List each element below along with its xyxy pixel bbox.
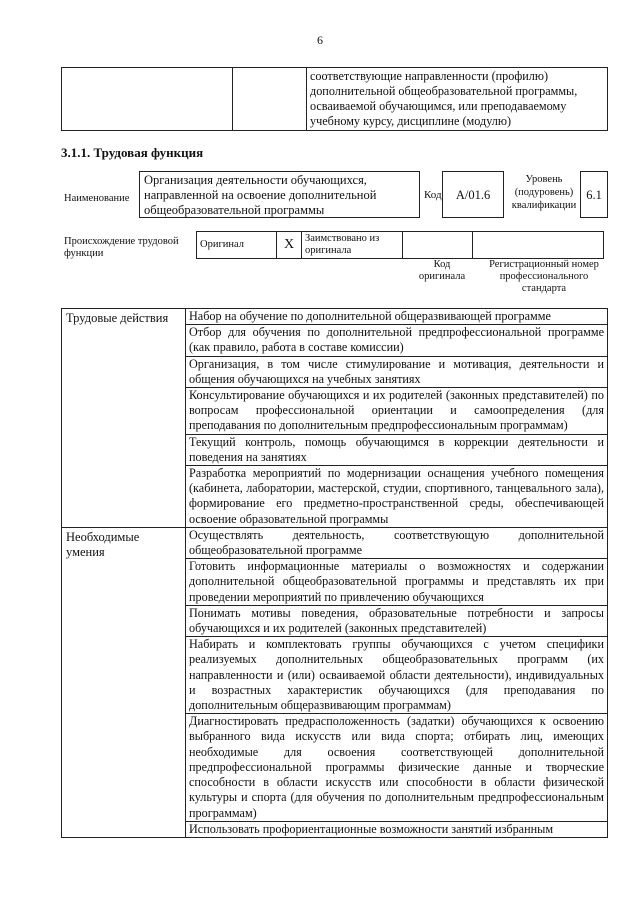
skill-item: Осуществлять деятельность, соответствующую дополнительной общеобразовательной программе (186, 527, 608, 558)
section-title: 3.1.1. Трудовая функция (61, 145, 204, 160)
required-skills-label: Необходимые умения (62, 527, 186, 837)
level-label: Уровень (подуровень) квалификации (511, 174, 577, 211)
qualification-level-box: 6.1 (580, 171, 608, 218)
labor-action-item: Разработка мероприятий по модернизации оснащения учебного помещения (кабинета, лаборатории, мастерской, студии, спортивного, танцевального зала), формирование его предметно-пространственной среды, обеспечивающей освоение образовательной программы (186, 466, 608, 528)
function-name-box: Организация деятельности обучающихся, направленной на освоение дополнительной общеобразовательной программы (139, 171, 420, 218)
reg-number-label: Регистрационный номер профессионального стандарта (489, 259, 599, 294)
table-row (62, 309, 608, 325)
table-row (62, 527, 608, 558)
continuation-text: соответствующие направленности (профилю) дополнительной общеобразовательной программы, осваиваемой обучающимся, или преподаваемому учебному курсу, дисциплине (модулю) (307, 68, 608, 131)
table-row (62, 68, 608, 131)
labor-actions-label: Трудовые действия (62, 309, 186, 528)
labor-action-item: Консультирование обучающихся и их родителей (законных представителей) по вопросам профессиональной ориентации и самоопределения (для преподавания по дополнительным предпрофессиональным программам) (186, 388, 608, 435)
name-label: Наименование (64, 193, 130, 204)
continuation-table (61, 67, 608, 131)
main-table (61, 308, 608, 838)
skill-item: Готовить информационные материалы о возможностях и содержании дополнительной общеобразовательной программы и представлять их при проведении мероприятий по привлечению обучающихся (186, 559, 608, 606)
original-mark: X (277, 232, 302, 259)
reg-number-cell (473, 232, 604, 259)
empty-cell (62, 68, 233, 131)
skill-item: Использовать профориентационные возможности занятий избранным (186, 821, 608, 837)
origin-label: Происхождение трудовой функции (64, 236, 179, 259)
skill-item: Диагностировать предрасположенность (задатки) обучающихся к освоению выбранного вида искусств или вида спорта; отбирать лиц, имеющих необходимые для освоения соответствующей дополнительной предпрофессиональной программы физические данные и творческие способности в области искусств или способности в области физической культуры и спорта (для обучения по дополнительным предпрофессиональным программам) (186, 714, 608, 821)
code-original-label: Код оригинала (418, 259, 466, 282)
original-label: Оригинал (197, 232, 277, 259)
origin-table (196, 231, 604, 259)
empty-cell (233, 68, 307, 131)
labor-action-item: Текущий контроль, помощь обучающимся в коррекции деятельности и поведения на занятиях (186, 434, 608, 465)
labor-action-item: Отбор для обучения по дополнительной предпрофессиональной программе (как правило, работа в составе комиссии) (186, 325, 608, 356)
skill-item: Понимать мотивы поведения, образовательные потребности и запросы обучающихся и их родителей (законных представителей) (186, 605, 608, 636)
labor-action-item: Организация, в том числе стимулирование и мотивация, деятельности и общения обучающихся на учебных занятиях (186, 356, 608, 387)
page-number: 6 (317, 33, 323, 47)
code-label: Код (424, 189, 442, 201)
labor-action-item: Набор на обучение по дополнительной общеразвивающей программе (186, 309, 608, 325)
table-row (197, 232, 604, 259)
code-original-cell (403, 232, 473, 259)
skill-item: Набирать и комплектовать группы обучающихся с учетом специфики реализуемых дополнительных общеобразовательных программ (их направленности и (или) осваиваемой области деятельности), индивидуальных и возрастных характеристик обучающихся (для преподавания по дополнительным общеразвивающим программам) (186, 637, 608, 714)
function-code-box: A/01.6 (442, 171, 504, 218)
borrowed-label: Заимствовано из оригинала (302, 232, 403, 259)
